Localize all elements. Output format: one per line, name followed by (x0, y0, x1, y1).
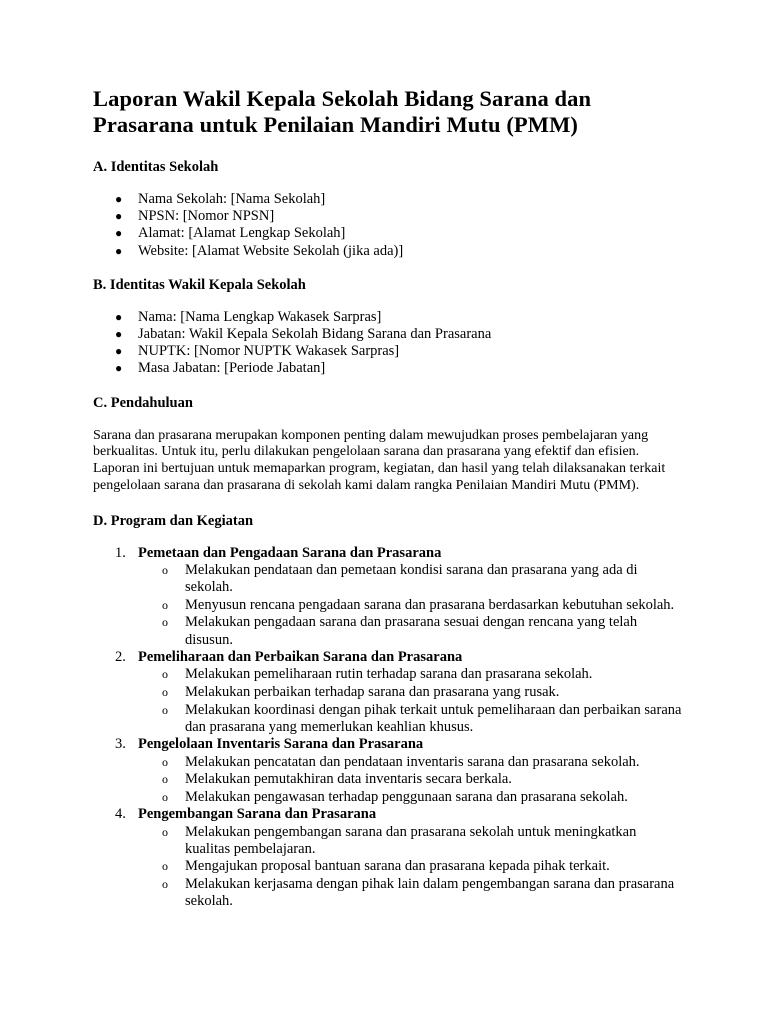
program-activity-list (138, 562, 688, 649)
circle-bullet-icon: o (162, 667, 168, 682)
program-number: 2. (115, 649, 126, 666)
list-item: ● Alamat: [Alamat Lengkap Sekolah] (115, 225, 346, 242)
program-item (93, 649, 688, 736)
bullet-icon: ● (115, 192, 123, 206)
list-item: o Melakukan kerjasama dengan pihak lain dalam pengembangan sarana dan prasarana sekolah. (162, 875, 675, 910)
circle-bullet-icon: o (162, 876, 168, 891)
list-item: o Melakukan perbaikan terhadap sarana dan prasarana yang rusak. (162, 684, 560, 700)
document-title: Laporan Wakil Kepala Sekolah Bidang Sarana dan Prasarana untuk Penilaian Mandiri Mutu (PMM) (93, 86, 592, 137)
circle-bullet-icon: o (162, 859, 168, 874)
circle-bullet-icon: o (162, 754, 168, 769)
list-item: o Melakukan pengawasan terhadap penggunaan sarana dan prasarana sekolah. (162, 788, 628, 805)
list-item: ● Website: [Alamat Website Sekolah (jika ada)] (115, 242, 404, 259)
program-item (93, 806, 688, 910)
program-activity-list (138, 754, 688, 806)
program-title: Pengelolaan Inventaris Sarana dan Prasarana (138, 736, 424, 753)
circle-bullet-icon: o (162, 597, 168, 612)
program-activity-list (138, 824, 688, 911)
introduction-paragraph: Sarana dan prasarana merupakan komponen penting dalam mewujudkan proses pembelajaran yang berkualitas. Untuk itu, perlu dilakukan pengelolaan sarana dan prasarana yang efektif dan efisien. Laporan ini bertujuan untuk memaparkan program, kegiatan, dan hasil yang telah dilaksanakan terkait pengelolaan sarana dan prasarana di sekolah kami dalam rangka Penilaian Mandiri Mutu (PMM). (93, 427, 666, 494)
list-item: ● Nama: [Nama Lengkap Wakasek Sarpras] (115, 308, 382, 325)
section-b-heading: B. Identitas Wakil Kepala Sekolah (93, 276, 306, 293)
section-a-list (93, 191, 688, 260)
section-d-heading: D. Program dan Kegiatan (93, 512, 254, 529)
bullet-icon: ● (115, 309, 123, 324)
program-list (93, 545, 688, 911)
section-c-heading: C. Pendahuluan (93, 394, 193, 411)
bullet-icon: ● (115, 226, 123, 241)
program-number: 3. (115, 736, 126, 753)
list-item: ● Masa Jabatan: [Periode Jabatan] (115, 360, 326, 377)
bullet-icon: ● (115, 243, 123, 258)
section-b-list (93, 309, 688, 378)
program-title: Pemeliharaan dan Perbaikan Sarana dan Prasarana (138, 649, 463, 666)
circle-bullet-icon: o (162, 772, 168, 787)
circle-bullet-icon: o (162, 702, 168, 717)
list-item: o Melakukan pemeliharaan rutin terhadap sarana dan prasarana sekolah. (162, 666, 593, 683)
circle-bullet-icon: o (162, 824, 168, 839)
bullet-icon: ● (115, 209, 123, 224)
list-item: o Melakukan pengembangan sarana dan prasarana sekolah untuk meningkatkan kualitas pembelajaran. (162, 823, 637, 857)
circle-bullet-icon: o (162, 615, 168, 630)
list-item: ● Jabatan: Wakil Kepala Sekolah Bidang Sarana dan Prasarana (115, 326, 492, 343)
list-item: o Melakukan pengadaan sarana dan prasarana sesuai dengan rencana yang telah disusun. (162, 614, 638, 648)
list-item: o Melakukan pendataan dan pemetaan kondisi sarana dan prasarana yang ada di sekolah. (162, 562, 638, 596)
program-item (93, 545, 688, 649)
program-number: 1. (115, 544, 126, 561)
list-item: o Mengajukan proposal bantuan sarana dan prasarana kepada pihak terkait. (162, 858, 610, 875)
program-number: 4. (115, 806, 126, 823)
program-item (93, 736, 688, 806)
circle-bullet-icon: o (162, 685, 168, 699)
program-activity-list (138, 666, 688, 736)
list-item: o Melakukan koordinasi dengan pihak terkait untuk pemeliharaan dan perbaikan sarana dan prasarana yang memerlukan keahlian khusus. (162, 701, 682, 735)
list-item: ● NPSN: [Nomor NPSN] (115, 208, 275, 225)
bullet-icon: ● (115, 344, 123, 359)
list-item: o Melakukan pemutakhiran data inventaris secara berkala. (162, 771, 512, 788)
bullet-icon: ● (115, 327, 123, 342)
list-item: ● NUPTK: [Nomor NUPTK Wakasek Sarpras] (115, 343, 400, 360)
list-item: o Menyusun rencana pengadaan sarana dan prasarana berdasarkan kebutuhan sekolah. (162, 596, 675, 613)
circle-bullet-icon: o (162, 789, 168, 804)
list-item: ● Nama Sekolah: [Nama Sekolah] (115, 191, 326, 207)
circle-bullet-icon: o (162, 563, 168, 578)
program-title: Pengembangan Sarana dan Prasarana (138, 806, 377, 823)
program-title: Pemetaan dan Pengadaan Sarana dan Prasarana (138, 544, 442, 561)
section-a-heading: A. Identitas Sekolah (93, 159, 219, 175)
list-item: o Melakukan pencatatan dan pendataan inventaris sarana dan prasarana sekolah. (162, 753, 640, 770)
bullet-icon: ● (115, 361, 123, 376)
